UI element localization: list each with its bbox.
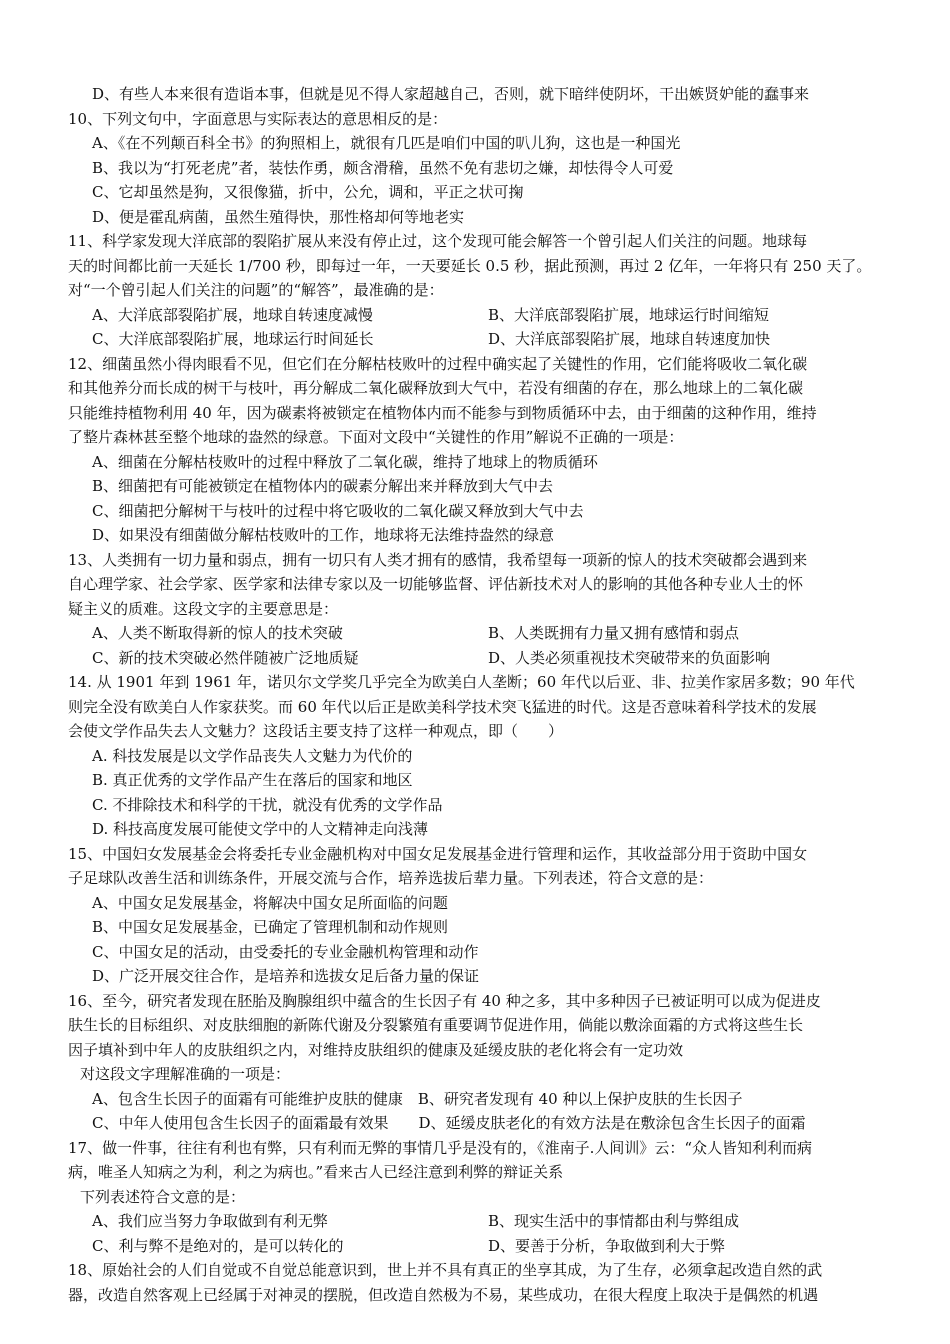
text-line: 16、至今，研究者发现在胚胎及胸腺组织中蕴含的生长因子有 40 种之多，其中多种因子已被证明可以成为促进皮 bbox=[68, 991, 821, 1010]
text-line: 自心理学家、社会学家、医学家和法律专家以及一切能够监督、评估新技术对人的影响的其他各种专业人士的怀 bbox=[68, 575, 804, 593]
option-row bbox=[68, 327, 890, 352]
option-line: C、中年人使用包含生长因子的面霜最有效果 D、延缓皮肤老化的有效方法是在敷涂包含生长因子的面霜 bbox=[92, 1114, 806, 1132]
option-line: D、便是霍乱病菌，虽然生殖得快，那性格却何等地老实 bbox=[92, 207, 465, 226]
option-line: A、中国女足发展基金，将解决中国女足所面临的问题 bbox=[92, 893, 448, 912]
text-line: 12、细菌虽然小得肉眼看不见，但它们在分解枯枝败叶的过程中确实起了关键性的作用，它们能将吸收二氧化碳 bbox=[68, 354, 808, 373]
option-line: 对这段文字理解准确的一项是： bbox=[80, 1065, 291, 1083]
option-left: A、人类不断取得新的惊人的技术突破 bbox=[92, 624, 343, 642]
option-line: D. 科技高度发展可能使文学中的人文精神走向浅薄 bbox=[92, 820, 429, 838]
option-row bbox=[68, 621, 890, 646]
option-right: D、人类必须重视技术突破带来的负面影响 bbox=[488, 648, 771, 667]
text-line: 天的时间都比前一天延长 1/700 秒，即每过一年，一天要延长 0.5 秒，据此预测，再过 2 亿年，一年将只有 250 天了。 bbox=[68, 256, 872, 275]
option-row bbox=[68, 646, 890, 671]
option-line: C、它却虽然是狗，又很像猫，折中，公允，调和，平正之状可掬 bbox=[92, 183, 524, 201]
option-line: C、细菌把分解树干与枝叶的过程中将它吸收的二氧化碳又释放到大气中去 bbox=[92, 501, 584, 520]
option-line: D、如果没有细菌做分解枯枝败叶的工作，地球将无法维持盎然的绿意 bbox=[92, 526, 555, 544]
text-line: 和其他养分而长成的树干与枝叶，再分解成二氧化碳释放到大气中，若没有细菌的存在，那么地球上的二氧化碳 bbox=[68, 379, 804, 397]
option-line: A、《在不列颠百科全书》的狗照相上，就很有几匹是咱们中国的叭儿狗，这也是一种国光 bbox=[92, 134, 681, 152]
option-line: C. 不排除技术和科学的干扰，就没有优秀的文学作品 bbox=[92, 795, 443, 814]
option-line: D、有些人本来很有造诣本事，但就是见不得人家超越自己，否则，就下暗绊使阴坏，干出嫉贤妒能的蠢事来 bbox=[92, 85, 810, 103]
text-line: 只能维持植物利用 40 年，因为碳素将被锁定在植物体内而不能参与到物质循环中去，由于细菌的这种作用，维持 bbox=[68, 403, 817, 422]
text-line: 14. 从 1901 年到 1961 年，诺贝尔文学奖几乎完全为欧美白人垄断；60 年代以后亚、非、拉美作家居多数；90 年代 bbox=[68, 673, 855, 691]
text-line: 15、中国妇女发展基金会将委托专业金融机构对中国女足发展基金进行管理和运作，其收益部分用于资助中国女 bbox=[68, 844, 808, 863]
option-left: A、我们应当努力争取做到有利无弊 bbox=[92, 1212, 328, 1230]
option-line: A. 科技发展是以文学作品丧失人文魅力为代价的 bbox=[92, 746, 413, 765]
text-line: 17、做一件事，往往有利也有弊，只有利而无弊的事情几乎是没有的，《淮南子.人间训》云：“众人皆知利利而病 bbox=[68, 1138, 813, 1157]
text-line: 11、科学家发现大洋底部的裂陷扩展从来没有停止过，这个发现可能会解答一个曾引起人们关注的问题。地球每 bbox=[68, 232, 808, 250]
option-line: 下列表述符合文意的是： bbox=[80, 1187, 246, 1206]
option-left: A、大洋底部裂陷扩展，地球自转速度减慢 bbox=[92, 305, 373, 324]
option-right: D、要善于分析，争取做到利大于弊 bbox=[488, 1236, 726, 1255]
text-line: 子足球队改善生活和训练条件，开展交流与合作，培养选拔后辈力量。下列表述，符合文意的是： bbox=[68, 869, 714, 887]
question-text bbox=[68, 82, 890, 1307]
text-line: 了整片森林甚至整个地球的盎然的绿意。下面对文段中“关键性的作用”解说不正确的一项是： bbox=[68, 428, 684, 446]
text-line: 18、原始社会的人们自觉或不自觉总能意识到，世上并不具有真正的坐享其成，为了生存，必须拿起改造自然的武 bbox=[68, 1261, 823, 1279]
option-line: C、中国女足的活动，由受委托的专业金融机构管理和动作 bbox=[92, 942, 479, 961]
option-left: C、利与弊不是绝对的，是可以转化的 bbox=[92, 1236, 344, 1255]
option-right: B、现实生活中的事情都由利与弊组成 bbox=[488, 1212, 740, 1230]
option-line: D、广泛开展交往合作，是培养和选拔女足后备力量的保证 bbox=[92, 967, 480, 985]
option-row bbox=[68, 303, 890, 328]
option-row bbox=[68, 1234, 890, 1259]
text-line: 13、人类拥有一切力量和弱点，拥有一切只有人类才拥有的感情，我希望每一项新的惊人的技术突破都会遇到来 bbox=[68, 550, 808, 569]
option-left: C、新的技术突破必然伴随被广泛地质疑 bbox=[92, 648, 359, 667]
text-line: 10、下列文句中，字面意思与实际表达的意思相反的是： bbox=[68, 109, 448, 128]
option-right: D、大洋底部裂陷扩展，地球自转速度加快 bbox=[488, 330, 771, 348]
option-right: B、人类既拥有力量又拥有感情和弱点 bbox=[488, 624, 740, 642]
option-row bbox=[68, 1209, 890, 1234]
option-left: C、大洋底部裂陷扩展，地球运行时间延长 bbox=[92, 330, 374, 348]
text-line: 会使文学作品失去人文魅力？这段话主要支持了这样一种观点，即（ ） bbox=[68, 722, 564, 740]
text-line: 器，改造自然客观上已经属于对神灵的摆脱，但改造自然极为不易，某些成功，在很大程度上取决于是偶然的机遇 bbox=[68, 1285, 819, 1304]
text-line: 病，唯圣人知病之为利，利之为病也。”看来古人已经注意到利弊的辩证关系 bbox=[68, 1163, 564, 1181]
option-line: A、细菌在分解枯枝败叶的过程中释放了二氧化碳，维持了地球上的物质循环 bbox=[92, 452, 598, 471]
text-line: 对“一个曾引起人们关注的问题”的“解答”，最准确的是： bbox=[68, 281, 444, 299]
text-line: 肤生长的目标组织、对皮肤细胞的新陈代谢及分裂繁殖有重要调节促进作用，倘能以敷涂面霜的方式将这些生长 bbox=[68, 1016, 804, 1034]
option-line: A、包含生长因子的面霜有可能维护皮肤的健康 B、研究者发现有 40 种以上保护皮肤的生长因子 bbox=[92, 1089, 743, 1108]
text-line: 因子填补到中年人的皮肤组织之内，对维持皮肤组织的健康及延缓皮肤的老化将会有一定功效 bbox=[68, 1040, 684, 1059]
option-line: B、细菌把有可能被锁定在植物体内的碳素分解出来并释放到大气中去 bbox=[92, 477, 554, 495]
text-line: 疑主义的质难。这段文字的主要意思是： bbox=[68, 599, 339, 618]
option-line: B、中国女足发展基金，已确定了管理机制和动作规则 bbox=[92, 918, 449, 936]
text-line: 则完全没有欧美白人作家获奖。而 60 年代以后正是欧美科学技术突飞猛进的时代。这是否意味着科学技术的发展 bbox=[68, 697, 817, 716]
option-line: B. 真正优秀的文学作品产生在落后的国家和地区 bbox=[92, 771, 413, 789]
option-right: B、大洋底部裂陷扩展，地球运行时间缩短 bbox=[488, 305, 770, 324]
option-line: B、我以为“打死老虎”者，装怯作勇，颇含滑稽，虽然不免有悲切之嫌，却怯得令人可爱 bbox=[92, 158, 674, 177]
